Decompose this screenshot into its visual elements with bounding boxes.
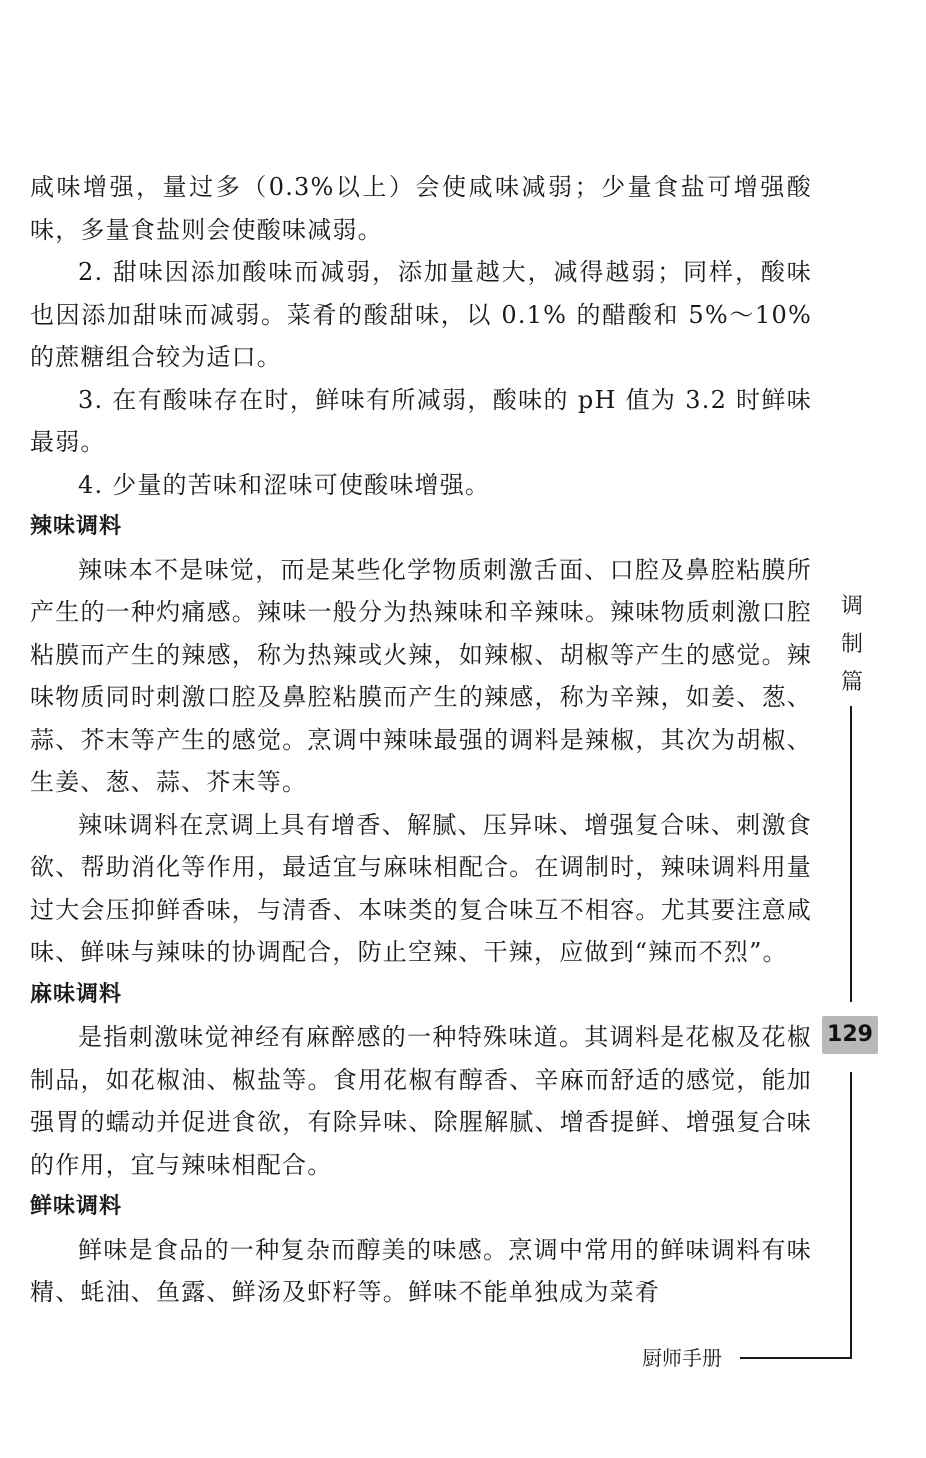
section-heading: 鲜味调料	[30, 1194, 123, 1219]
paragraph: 鲜味是食品的一种复杂而醇美的味感。烹调中常用的鲜味调料有味精、蚝油、鱼露、鲜汤及虾籽等。鲜味不能单独成为菜肴	[30, 1235, 812, 1306]
section-title-char: 制	[840, 632, 863, 657]
section-title-char: 调	[840, 594, 863, 619]
paragraph: 辣味调料在烹调上具有增香、解腻、压异味、增强复合味、刺激食欲、帮助消化等作用，最适宜与麻味相配合。在调制时，辣味调料用量过大会压抑鲜香味，与清香、本味类的复合味互不相容。尤其要注意咸味、鲜味与辣味的协调配合，防止空辣、干辣，应做到“辣而不烈”。	[30, 810, 812, 966]
section-heading: 麻味调料	[30, 981, 123, 1007]
paragraph: 是指刺激味觉神经有麻醉感的一种特殊味道。其调料是花椒及花椒制品，如花椒油、椒盐等。食用花椒有醇香、辛麻而舒适的感觉，能加强胃的蠕动并促进食欲，有除异味、除腥解腻、增香提鲜、增强复合味的作用，宜与辣味相配合。	[30, 1023, 812, 1179]
paragraph: 3. 在有酸味存在时，鲜味有所减弱，酸味的 pH 值为 3.2 时鲜味最弱。	[30, 385, 812, 456]
paragraph: 4. 少量的苦味和涩味可使酸味增强。	[78, 470, 491, 499]
section-title-char: 篇	[840, 670, 863, 695]
paragraph: 辣味本不是味觉，而是某些化学物质刺激舌面、口腔及鼻腔粘膜所产生的一种灼痛感。辣味一般分为热辣味和辛辣味。辣味物质刺激口腔粘膜而产生的辣感，称为热辣或火辣，如辣椒、胡椒等产生的感觉。辣味物质同时刺激口腔及鼻腔粘膜而产生的辣感，称为辛辣，如姜、葱、蒜、芥末等产生的感觉。烹调中辣味最强的调料是辣椒，其次为胡椒、生姜、葱、蒜、芥末等。	[30, 555, 812, 796]
footer-book-title: 厨师手册	[642, 1346, 722, 1370]
paragraph: 咸味增强，量过多（0.3%以上）会使咸味减弱；少量食盐可增强酸味，多量食盐则会使酸味减弱。	[30, 173, 812, 244]
section-title	[838, 588, 866, 702]
page-number-badge: 129	[822, 1016, 878, 1054]
section-heading: 辣味调料	[30, 514, 123, 539]
margin-rule-top	[850, 706, 852, 1002]
footer-rule	[740, 1357, 852, 1359]
margin-rule-bottom	[850, 1072, 852, 1358]
body-text	[30, 166, 812, 1314]
paragraph: 2. 甜味因添加酸味而减弱，添加量越大，减得越弱；同样，酸味也因添加甜味而减弱。菜肴的酸甜味，以 0.1% 的醋酸和 5%～10% 的蔗糖组合较为适口。	[30, 258, 812, 371]
